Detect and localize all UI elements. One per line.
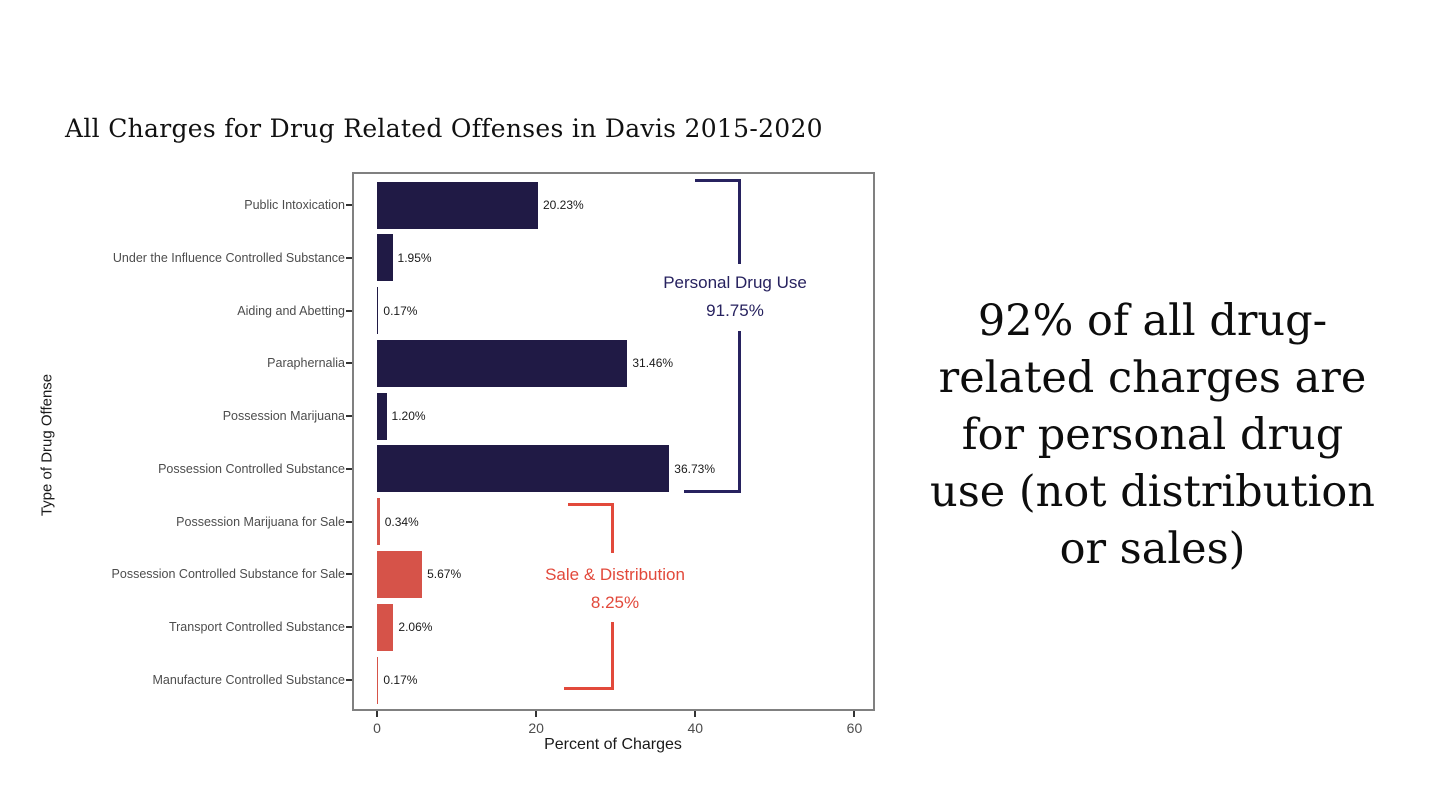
callout-line: or sales) bbox=[1059, 524, 1246, 574]
category-label: Possession Marijuana for Sale bbox=[176, 514, 345, 529]
bar-value-label: 0.17% bbox=[383, 673, 418, 688]
bar-value-label: 5.67% bbox=[427, 567, 462, 582]
category-label: Possession Controlled Substance for Sale bbox=[111, 567, 345, 582]
bar-value-label: 1.20% bbox=[391, 409, 426, 424]
sale-bracket-vline-upper bbox=[611, 503, 614, 553]
personal-bracket-vline-upper bbox=[738, 179, 741, 264]
category-label: Possession Controlled Substance bbox=[158, 461, 345, 476]
bar bbox=[377, 498, 380, 545]
y-axis-tick bbox=[346, 415, 352, 417]
x-axis-tick-label: 40 bbox=[687, 720, 704, 736]
category-label: Public Intoxication bbox=[244, 198, 345, 212]
sale-annotation-label: Sale & Distribution bbox=[545, 565, 685, 584]
x-axis-tick-label: 60 bbox=[846, 720, 863, 736]
sale-annotation bbox=[520, 561, 710, 617]
bar bbox=[377, 393, 387, 440]
bar-value-label: 0.34% bbox=[384, 514, 419, 529]
bar-value-label: 31.46% bbox=[632, 356, 674, 371]
personal-bracket-bottom-cap bbox=[684, 490, 741, 493]
bar bbox=[377, 234, 393, 281]
chart-title: All Charges for Drug Related Offenses in Davis 2015-2020 bbox=[65, 114, 823, 143]
bar bbox=[377, 287, 378, 334]
sale-bracket-vline-lower bbox=[611, 622, 614, 689]
y-axis-tick bbox=[346, 626, 352, 628]
x-axis-tick-label: 0 bbox=[373, 720, 381, 736]
category-label: Manufacture Controlled Substance bbox=[152, 673, 345, 688]
bar-value-label: 2.06% bbox=[398, 620, 433, 635]
bar-value-label: 1.95% bbox=[397, 250, 432, 265]
bar bbox=[377, 657, 378, 704]
x-axis-tick bbox=[853, 711, 855, 717]
x-axis-tick bbox=[376, 711, 378, 717]
bar-value-label: 20.23% bbox=[542, 198, 584, 212]
y-axis-tick bbox=[346, 573, 352, 575]
callout-text bbox=[895, 293, 1410, 578]
bar bbox=[377, 340, 627, 387]
y-axis-tick bbox=[346, 521, 352, 523]
personal-bracket-vline-lower bbox=[738, 331, 741, 492]
category-label: Under the Influence Controlled Substance bbox=[112, 250, 345, 265]
callout-line: for personal drug bbox=[961, 410, 1344, 460]
personal-annotation bbox=[640, 269, 830, 325]
category-label: Possession Marijuana bbox=[222, 409, 345, 424]
y-axis-tick bbox=[346, 679, 352, 681]
category-label: Aiding and Abetting bbox=[237, 303, 345, 318]
y-axis-tick bbox=[346, 362, 352, 364]
y-axis-tick bbox=[346, 468, 352, 470]
bar bbox=[377, 551, 422, 598]
sale-bracket-bottom-cap bbox=[564, 687, 614, 690]
callout-line: related charges are bbox=[938, 353, 1367, 403]
y-axis-tick bbox=[346, 204, 352, 206]
personal-annotation-value: 91.75% bbox=[706, 301, 764, 320]
x-axis-title: Percent of Charges bbox=[544, 736, 682, 753]
category-label: Paraphernalia bbox=[267, 356, 345, 371]
bar bbox=[377, 604, 393, 651]
y-axis-tick bbox=[346, 310, 352, 312]
sale-bracket-top-cap bbox=[568, 503, 614, 506]
x-axis-tick bbox=[535, 711, 537, 717]
x-axis-tick bbox=[694, 711, 696, 717]
callout-line: use (not distribution bbox=[930, 467, 1375, 517]
y-axis-title: Type of Drug Offense bbox=[38, 373, 56, 517]
bar-value-label: 0.17% bbox=[383, 303, 418, 318]
category-label: Transport Controlled Substance bbox=[168, 620, 345, 635]
personal-bracket-top-cap bbox=[695, 179, 741, 182]
y-axis-tick bbox=[346, 257, 352, 259]
sale-annotation-value: 8.25% bbox=[590, 593, 640, 612]
x-axis-tick-label: 20 bbox=[528, 720, 544, 736]
callout-line: 92% of all drug- bbox=[977, 296, 1328, 346]
bar bbox=[377, 182, 538, 229]
bar bbox=[377, 445, 669, 492]
personal-annotation-label: Personal Drug Use bbox=[663, 273, 807, 292]
bar-value-label: 36.73% bbox=[674, 461, 715, 476]
